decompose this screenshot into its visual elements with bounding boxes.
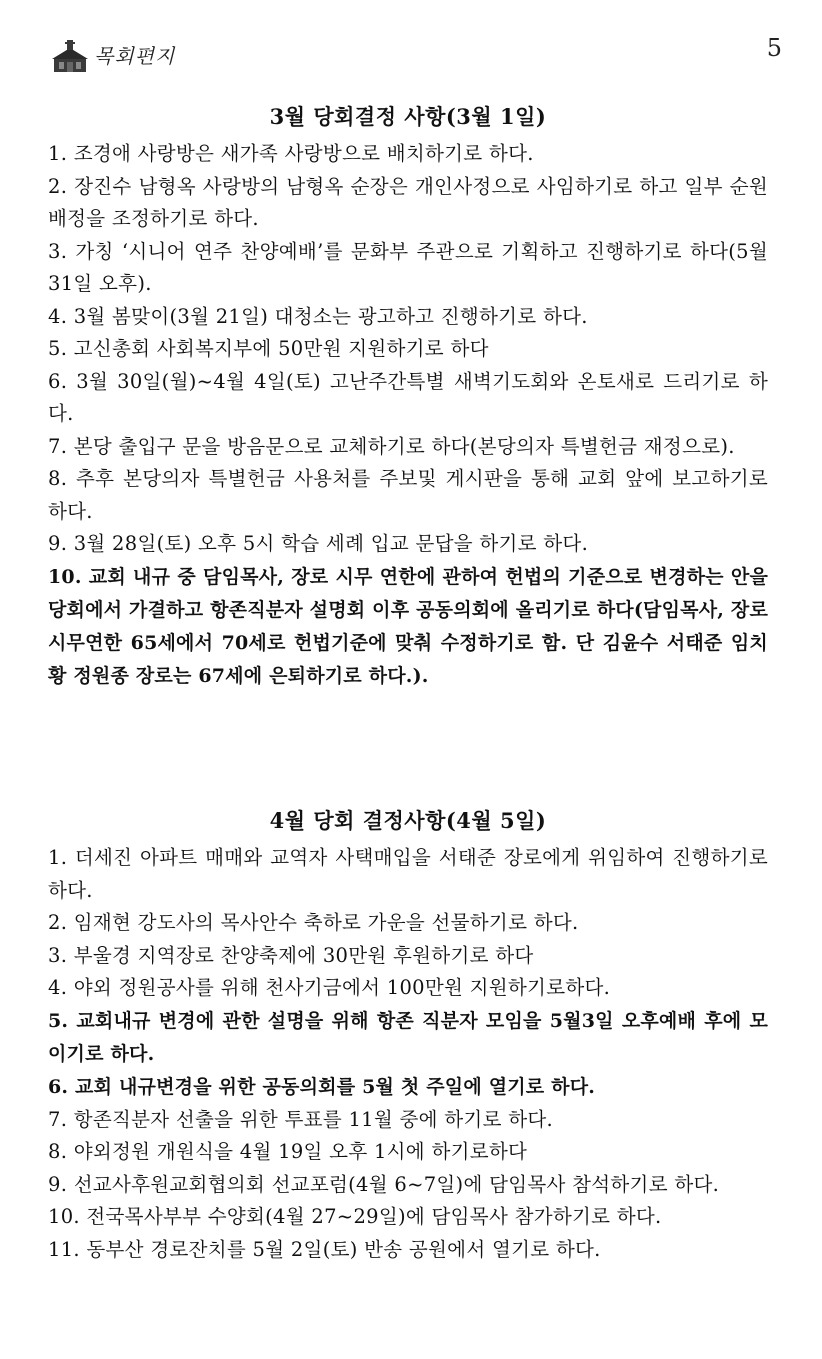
page-number: 5 (766, 34, 782, 62)
decision-item: 2. 임재현 강도사의 목사안수 축하로 가운을 선물하기로 하다. (48, 911, 579, 934)
brand-title: 목회편지 (94, 44, 176, 68)
decision-item: 7. 본당 출입구 문을 방음문으로 교체하기로 하다(본당의자 특별헌금 재정으로). (48, 434, 735, 458)
decision-item: 6. 교회 내규변경을 위한 공동의회를 5월 첫 주일에 열기로 하다. (48, 1075, 596, 1098)
decision-item: 6. 3월 30일(월)~4월 4일(토) 고난주간특별 새벽기도회와 온토새로 드리기로 하다. (48, 369, 768, 425)
decision-item: 1. 더세진 아파트 매매와 교역자 사택매입을 서태준 장로에게 위임하여 진행하기로 하다. (48, 846, 768, 902)
march-decisions-list (48, 138, 768, 693)
april-section-title: 4월 당회 결정사항(4월 5일) (269, 808, 547, 833)
decision-item: 8. 야외정원 개원식을 4월 19일 오후 1시에 하기로하다 (48, 1140, 528, 1163)
april-decisions-list (48, 842, 768, 1266)
decision-item: 9. 선교사후원교회협의회 선교포럼(4월 6~7일)에 담임목사 참석하기로 하다. (48, 1172, 720, 1196)
page-header (50, 30, 790, 80)
decision-item: 11. 동부산 경로잔치를 5월 2일(토) 반송 공원에서 열기로 하다. (48, 1237, 601, 1261)
decision-item: 7. 항존직분자 선출을 위한 투표를 11월 중에 하기로 하다. (48, 1107, 553, 1131)
decision-item: 1. 조경애 사랑방은 새가족 사랑방으로 배치하기로 하다. (48, 142, 534, 165)
decision-item: 10. 전국목사부부 수양회(4월 27~29일)에 담임목사 참가하기로 하다. (48, 1205, 662, 1228)
decision-item: 4. 3월 봄맞이(3월 21일) 대청소는 광고하고 진행하기로 하다. (48, 304, 588, 328)
decision-item: 3. 가칭 ‘시니어 연주 찬양예배’를 문화부 주관으로 기획하고 진행하기로 하다(5월 31일 오후). (48, 239, 768, 295)
march-decisions-section (48, 102, 768, 693)
march-section-title: 3월 당회결정 사항(3월 1일) (269, 104, 547, 129)
april-decisions-section (48, 806, 768, 1266)
decision-item: 5. 교회내규 변경에 관한 설명을 위해 항존 직분자 모임을 5월3일 오후예배 후에 모이기로 하다. (48, 1009, 768, 1065)
decision-item: 9. 3월 28일(토) 오후 5시 학습 세례 입교 문답을 하기로 하다. (48, 532, 589, 555)
decision-item: 10. 교회 내규 중 담임목사, 장로 시무 연한에 관하여 헌법의 기준으로 변경하는 안을 당회에서 가결하고 항존직분자 설명회 이후 공동의회에 올리기로 하다(담임목사, 장로 시무연한 65세에서 70세로 헌법기준에 맞춰 수정하기로 함. 단 김윤수 서태준 임치황 정원종 장로는 67세에 은퇴하기로 하다.). (48, 565, 768, 687)
decision-item: 2. 장진수 남형옥 사랑방의 남형옥 순장은 개인사정으로 사임하기로 하고 일부 순원 배정을 조정하기로 하다. (48, 174, 768, 230)
decision-item: 4. 야외 정원공사를 위해 천사기금에서 100만원 지원하기로하다. (48, 976, 611, 999)
decision-item: 3. 부울경 지역장로 찬양축제에 30만원 후원하기로 하다 (48, 943, 534, 967)
church-logo-icon (50, 36, 90, 76)
decision-item: 5. 고신총회 사회복지부에 50만원 지원하기로 하다 (48, 337, 489, 360)
decision-item: 8. 추후 본당의자 특별헌금 사용처를 주보및 게시판을 통해 교회 앞에 보고하기로 하다. (48, 467, 768, 523)
